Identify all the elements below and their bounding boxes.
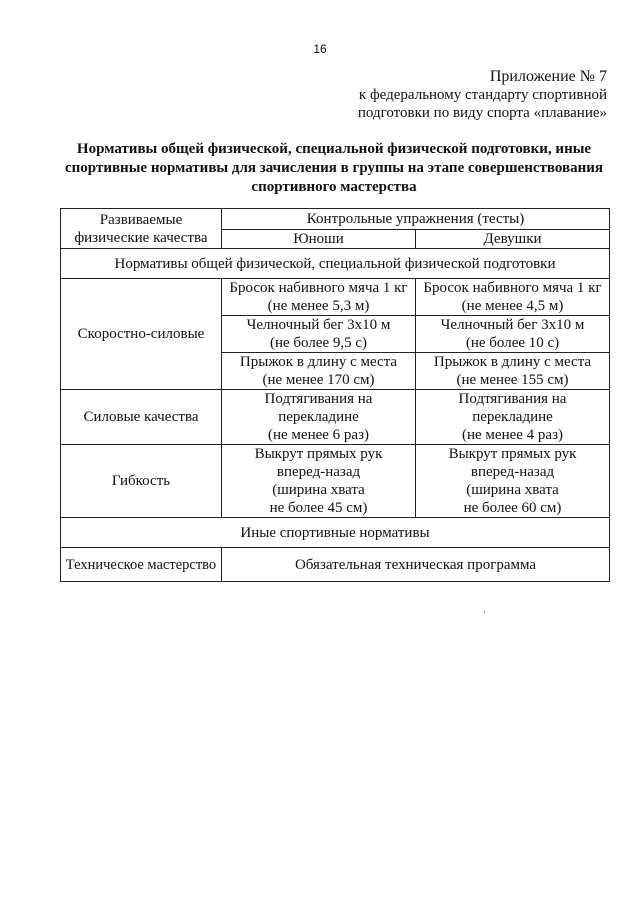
title-line-3: спортивного мастерства	[251, 179, 417, 195]
speed-boys-2	[222, 316, 416, 353]
section-other-label: Иные спортивные нормативы	[61, 518, 610, 548]
strength-girls	[416, 390, 610, 445]
technique-value: Обязательная техническая программа	[222, 548, 610, 582]
header-girls: Девушки	[416, 230, 610, 249]
document-title	[60, 140, 608, 197]
title-line-1: Нормативы общей физической, специальной физической подготовки, иные	[76, 141, 592, 157]
cell-line: Выкрут прямых рук	[254, 446, 383, 462]
cell-line: перекладине	[472, 409, 553, 425]
cell-line: перекладине	[278, 409, 359, 425]
cell-line: (не менее 155 см)	[456, 372, 569, 388]
cell-line: Подтягивания на	[264, 391, 373, 407]
header-boys: Юноши	[222, 230, 416, 249]
cell-line: (не менее 4 раз)	[462, 427, 564, 443]
section-row-general	[61, 249, 610, 279]
cell-line: Выкрут прямых рук	[448, 446, 577, 462]
cell-line: (не более 10 с)	[465, 335, 560, 351]
section-row-other	[61, 518, 610, 548]
cell-line: не более 45 см)	[269, 500, 368, 516]
speed-strength-label: Скоростно-силовые	[61, 279, 222, 390]
header-tests: Контрольные упражнения (тесты)	[222, 209, 610, 230]
title-line-2: спортивные нормативы для зачисления в группы на этапе совершенствования	[65, 160, 603, 176]
table-row-speed-1	[61, 279, 610, 316]
cell-line: Подтягивания на	[458, 391, 567, 407]
scan-mark	[484, 611, 485, 614]
cell-line: Челночный бег 3х10 м	[246, 317, 391, 333]
page-number: 16	[313, 42, 327, 56]
cell-line: Челночный бег 3х10 м	[440, 317, 585, 333]
cell-line: не более 60 см)	[463, 500, 562, 516]
cell-line: Прыжок в длину с места	[239, 354, 398, 370]
table-row-technique	[61, 548, 610, 582]
header-row	[61, 209, 610, 230]
speed-girls-2	[416, 316, 610, 353]
flexibility-boys	[222, 445, 416, 518]
flexibility-label: Гибкость	[61, 445, 222, 518]
appendix-number: Приложение № 7	[489, 68, 607, 85]
appendix-reference: к федеральному стандарту спортивной	[358, 87, 607, 103]
cell-line: (не менее 170 см)	[262, 372, 375, 388]
speed-girls-3	[416, 353, 610, 390]
header-qualities-line-2: физические качества	[74, 229, 208, 246]
flexibility-girls	[416, 445, 610, 518]
header-qualities-line-1: Развиваемые	[99, 211, 183, 228]
appendix-sport: подготовки по виду спорта «плавание»	[357, 105, 607, 121]
cell-line: (ширина хвата	[272, 482, 365, 498]
speed-girls-1	[416, 279, 610, 316]
norms-table	[60, 208, 610, 582]
cell-line: вперед-назад	[470, 464, 555, 480]
cell-line: (не менее 6 раз)	[267, 427, 369, 443]
header-qualities	[61, 209, 222, 249]
cell-line: Прыжок в длину с места	[433, 354, 592, 370]
cell-line: вперед-назад	[276, 464, 361, 480]
cell-line: Бросок набивного мяча 1 кг	[229, 280, 408, 296]
strength-boys	[222, 390, 416, 445]
technique-label: Техническое мастерство	[61, 548, 222, 582]
cell-line: (не более 9,5 с)	[269, 335, 368, 351]
strength-label: Силовые качества	[61, 390, 222, 445]
appendix-header	[358, 68, 607, 122]
section-general-label: Нормативы общей физической, специальной физической подготовки	[61, 249, 610, 279]
cell-line: Бросок набивного мяча 1 кг	[423, 280, 602, 296]
table-row-strength	[61, 390, 610, 445]
speed-boys-3	[222, 353, 416, 390]
cell-line: (не менее 5,3 м)	[267, 298, 370, 314]
cell-line: (не менее 4,5 м)	[461, 298, 564, 314]
table-row-flexibility	[61, 445, 610, 518]
cell-line: (ширина хвата	[466, 482, 559, 498]
speed-boys-1	[222, 279, 416, 316]
